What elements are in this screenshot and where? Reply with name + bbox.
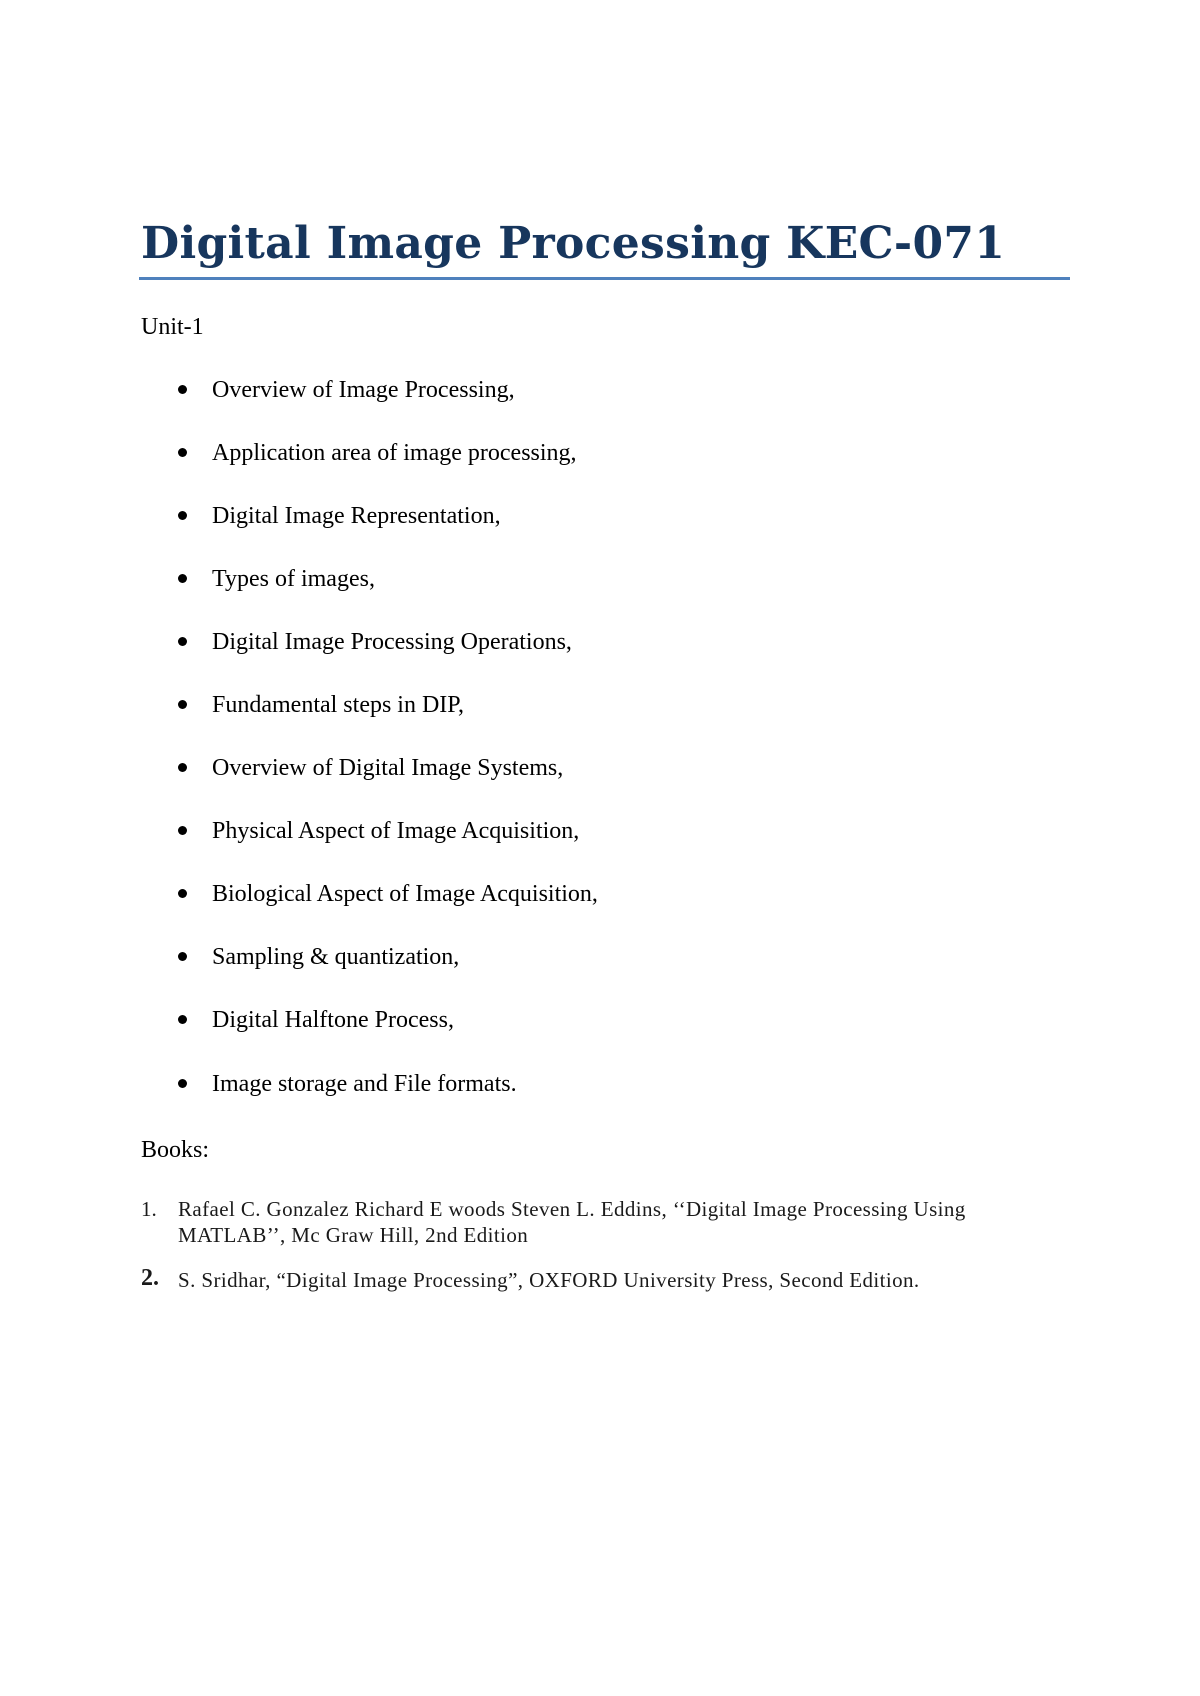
bullet-icon	[178, 448, 187, 457]
topic-text: Sampling & quantization,	[212, 944, 460, 970]
bullet-icon	[178, 826, 187, 835]
list-item	[0, 625, 900, 659]
list-item	[0, 877, 900, 911]
topic-text: Biological Aspect of Image Acquisition,	[212, 881, 598, 907]
book-citation-line: S. Sridhar, “Digital Image Processing”, OXFORD University Press, Second Edition.	[178, 1268, 920, 1292]
list-item	[0, 1003, 900, 1037]
books-heading: Books:	[141, 1137, 210, 1163]
list-item	[0, 940, 900, 974]
topic-text: Physical Aspect of Image Acquisition,	[212, 818, 580, 844]
topic-text: Digital Image Processing Operations,	[212, 629, 572, 655]
topic-text: Digital Halftone Process,	[212, 1007, 454, 1033]
list-item	[0, 373, 900, 407]
document-title: Digital Image Processing KEC-071	[141, 218, 1006, 269]
book-entry	[0, 1267, 1100, 1297]
topic-text: Image storage and File formats.	[212, 1071, 517, 1097]
list-item	[0, 1067, 900, 1101]
topic-text: Application area of image processing,	[212, 440, 577, 466]
book-citation-line: MATLAB’’, Mc Graw Hill, 2nd Edition	[178, 1223, 529, 1247]
bullet-icon	[178, 1015, 187, 1024]
book-entry	[0, 1196, 1100, 1252]
bullet-icon	[178, 385, 187, 394]
bullet-icon	[178, 574, 187, 583]
list-item	[0, 688, 900, 722]
list-item	[0, 751, 900, 785]
bullet-icon	[178, 700, 187, 709]
bullet-icon	[178, 889, 187, 898]
list-item	[0, 562, 900, 596]
topic-text: Overview of Image Processing,	[212, 377, 515, 403]
list-item	[0, 814, 900, 848]
book-number: 1.	[141, 1197, 157, 1221]
book-number: 2.	[141, 1265, 159, 1291]
list-item	[0, 499, 900, 533]
bullet-icon	[178, 1079, 187, 1088]
list-item	[0, 436, 900, 470]
title-underline	[139, 277, 1070, 280]
topic-text: Overview of Digital Image Systems,	[212, 755, 564, 781]
bullet-icon	[178, 763, 187, 772]
bullet-icon	[178, 637, 187, 646]
topic-text: Digital Image Representation,	[212, 503, 501, 529]
bullet-icon	[178, 511, 187, 520]
book-citation-line: Rafael C. Gonzalez Richard E woods Steven L. Eddins, ‘‘Digital Image Processing Using	[178, 1197, 966, 1221]
bullet-icon	[178, 952, 187, 961]
unit-label: Unit-1	[141, 314, 204, 340]
topic-text: Types of images,	[212, 566, 375, 592]
topic-text: Fundamental steps in DIP,	[212, 692, 464, 718]
